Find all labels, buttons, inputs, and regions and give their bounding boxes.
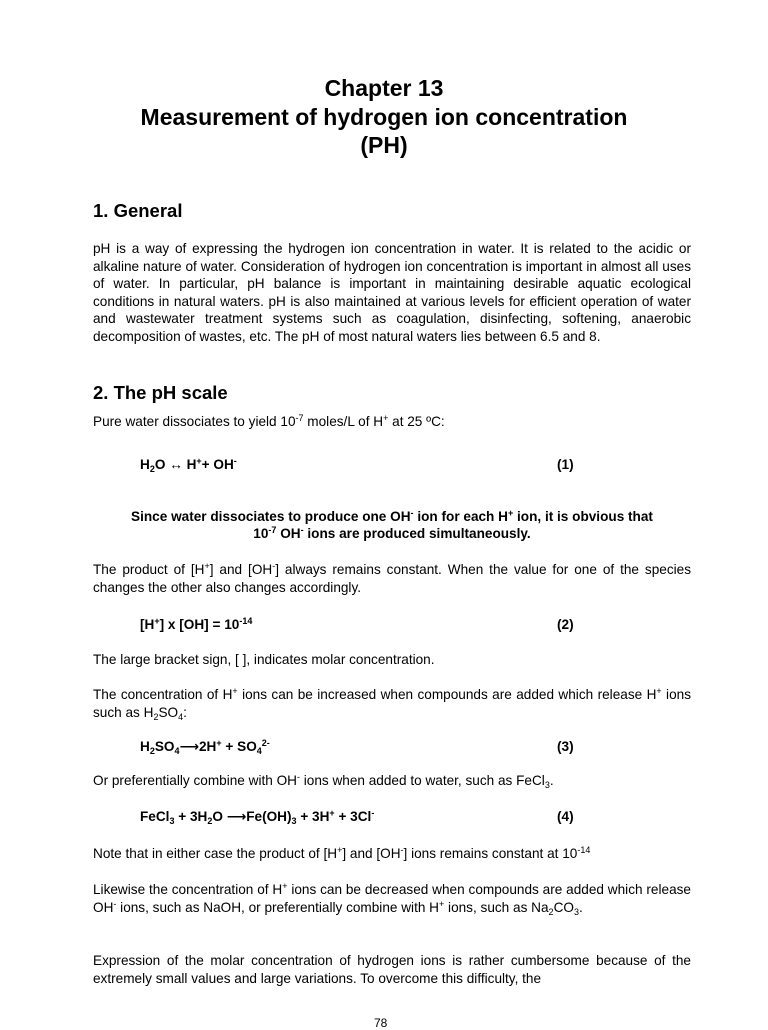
product-paragraph: The product of [H+] and [OH-] always remains constant. When the value for one of the species changes the other also changes accordingly.	[93, 561, 691, 595]
equation-2-number: (2)	[557, 617, 574, 632]
bold-note-line-1: Since water dissociates to produce one OH- ion for each H+ ion, it is obvious that	[131, 508, 653, 524]
combine-sentence: Or preferentially combine with OH- ions when added to water, such as FeCl$_3$.	[93, 772, 554, 790]
note-sentence: Note that in either case the product of [H+] and [OH-] ions remains constant at $10^{-14}$	[93, 845, 591, 861]
equation-2: [H+] x $[OH] = 10^{-14}$	[140, 616, 253, 632]
page-number: 78	[374, 1016, 388, 1030]
dissociation-sentence: Pure water dissociates to yield $10^{-7}$ moles/L of H+ at 25 ºC:	[93, 413, 445, 429]
equation-4-number: (4)	[557, 809, 574, 824]
expression-paragraph: Expression of the molar concentration of hydrogen ions is rather cumbersome because of the extremely small values and large variations. To overcome this difficulty, the	[93, 953, 691, 986]
increase-paragraph: The concentration of H+ ions can be increased when compounds are added which release H+ ions such as $H_2SO_4$:	[93, 686, 691, 722]
equation-3: $H_2SO_4⟶2H^+ + SO_4^{2-}$	[140, 738, 270, 756]
chapter-subtitle-abbrev: (PH)	[360, 132, 408, 158]
section-heading-ph-scale: 2. The pH scale	[93, 382, 228, 403]
bracket-note: The large bracket sign, [ ], indicates molar concentration.	[93, 652, 435, 667]
chapter-title: Chapter 13	[324, 75, 444, 101]
general-paragraph: pH is a way of expressing the hydrogen ion concentration in water. It is related to the acidic or alkaline nature of water. Consideration of hydrogen ion concentration is important in almost all uses of water. In particular, pH balance is important in maintaining desirable aquatic ecological conditions in natural waters. pH is also maintained at various levels for efficient operation of water and wastewater treatment systems such as coagulation, disinfecting, softening, anaerobic decomposition of wastes, etc. The pH of most natural waters lies between 6.5 and 8.	[93, 241, 691, 344]
equation-3-number: (3)	[557, 739, 574, 754]
equation-1: $H_2O$ ↔ H++ OH-	[140, 456, 237, 474]
equation-1-number: (1)	[557, 457, 574, 472]
equation-4: FeCl$_3$ + $3H_2O$ $⟶Fe(OH)_3 + 3H^+ + 3Cl^-$	[140, 808, 375, 826]
chapter-subtitle: Measurement of hydrogen ion concentration	[140, 104, 628, 130]
decrease-paragraph: Likewise the concentration of H+ ions can be decreased when compounds are added which release OH- ions, such as NaOH, or preferentially combine with H+ ions, such as $Na_2CO_3$.	[93, 881, 691, 917]
section-heading-general: 1. General	[93, 200, 183, 221]
bold-note-line-2: $10^{-7}$ OH- ions are produced simultaneously.	[253, 525, 531, 541]
